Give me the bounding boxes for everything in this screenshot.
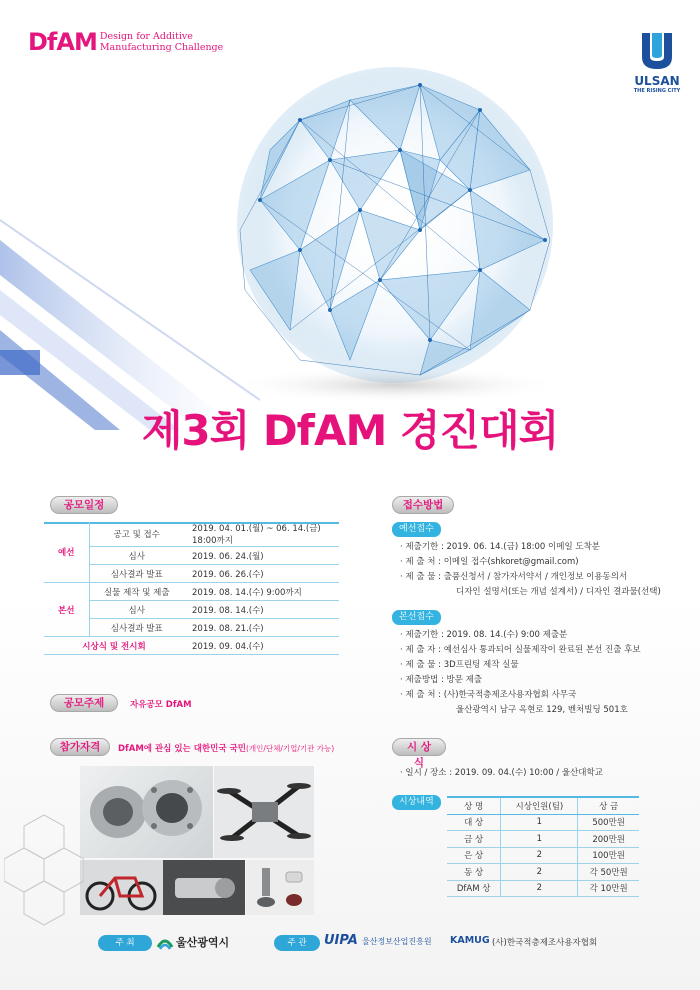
ulsan-city-slogan: THE RISING CITY [633,88,681,94]
list-item: · 제출기한 : 2019. 06. 14.(금) 18:00 이메일 도착분 [400,542,601,552]
column-header: 시상인원(팀) [501,797,578,814]
ulsan-city-logo [626,33,688,94]
award-name: 은 상 [447,847,501,864]
award-count: 1 [501,831,578,848]
column-header: 상 명 [447,797,501,814]
product-photo-parts-small [246,860,314,915]
kamug-name: (사)한국적층제조사용자협회 [492,938,598,948]
product-photo-flange [80,766,213,858]
schedule-item: 심사결과 발표 [89,565,184,583]
theme-heading: 공모주제 [50,694,118,712]
schedule-item: 공고 및 접수 [89,522,184,547]
award-prize: 100만원 [578,847,639,864]
award-prize: 각 10만원 [578,880,639,897]
award-prize: 500만원 [578,814,639,831]
schedule-item: 실물 제작 및 제출 [89,583,184,601]
eligibility-text: DfAM에 관심 있는 대한민국 국민 [118,744,246,754]
awards-table [447,796,639,897]
host-label: 주 최 [98,935,152,951]
network-globe-graphic [0,40,700,410]
award-prize: 각 50만원 [578,864,639,881]
award-name: 동 상 [447,864,501,881]
table-row [447,831,639,848]
table-row [447,814,639,831]
schedule-group-prelim: 예선 [44,522,89,583]
schedule-item: 심사 [89,547,184,565]
table-header-row [447,797,639,814]
table-row [44,547,339,565]
award-count: 1 [501,814,578,831]
product-photo-part [163,860,245,915]
schedule-heading: 공모일정 [50,496,118,514]
kamug-logo: KAMUG [450,935,490,946]
table-row [44,601,339,619]
final-submission-list [400,628,641,718]
list-item: · 제 출 물 : 3D프린팅 제작 실물 [400,660,519,670]
award-name: 대 상 [447,814,501,831]
dfam-logo-text: DfAM [28,28,97,56]
award-name: DfAM 상 [447,880,501,897]
table-row [44,583,339,601]
dfam-logo [28,30,223,54]
ceremony-exhibit-label: 시상식 및 전시회 [44,637,184,655]
table-row [44,619,339,637]
list-item: · 제출방법 : 방문 제출 [400,675,483,685]
list-item: · 제 출 처 : 이메일 접수(shkoret@gmail.com) [400,557,579,567]
logo-subtitle-line1: Design for Additive [99,31,193,42]
list-item: · 제 출 자 : 예선심사 통과되어 실물제작이 완료된 본선 진출 후보 [400,645,641,655]
submission-heading: 접수방법 [392,496,454,514]
table-row [447,864,639,881]
table-row [447,880,639,897]
list-item: 디자인 설명서(또는 개념 설계서) / 디자인 결과물(선택) [456,587,661,597]
product-photo-drone [214,766,314,858]
schedule-date: 2019. 08. 21.(수) [184,619,339,637]
ulsan-u-icon [640,33,674,69]
table-row [44,565,339,583]
schedule-group-final: 본선 [44,583,89,637]
schedule-item: 심사 [89,601,184,619]
list-item: · 제 출 처 : (사)한국적층제조사용자협회 사무국 [400,690,577,700]
prelim-submission-label: 예선접수 [392,522,441,537]
award-count: 2 [501,864,578,881]
final-submission-label: 본선접수 [392,610,441,625]
schedule-item: 심사결과 발표 [89,619,184,637]
award-prize: 200만원 [578,831,639,848]
organizer-label: 주 관 [274,935,320,951]
schedule-date: 2019. 06. 24.(월) [184,547,339,565]
ulsan-emblem-icon [156,933,174,951]
list-item: · 제출기한 : 2019. 08. 14.(수) 9:00 제출분 [400,630,568,640]
product-photo-bicycle [80,860,163,915]
eligibility-note: (개인/단체/기업/기관 가능) [245,744,335,753]
schedule-date: 2019. 04. 01.(월) ~ 06. 14.(금) 18:00까지 [184,522,339,547]
page-title: 제3회 DfAM 경진대회 [141,406,559,455]
ceremony-heading: 시 상 식 [392,738,446,756]
awards-label: 시상내역 [392,795,441,810]
award-name: 금 상 [447,831,501,848]
list-item: 울산광역시 남구 옥현로 129, 벤처빌딩 501호 [456,705,628,715]
theme-text: 자유공모 DfAM [130,700,192,710]
uipa-name: 울산정보산업진흥원 [362,937,432,946]
prelim-submission-list [400,540,661,600]
schedule-date: 2019. 08. 14.(수) 9:00까지 [184,583,339,601]
ulsan-city-name: ULSAN [634,74,680,88]
schedule-date: 2019. 06. 26.(수) [184,565,339,583]
hexagon-decoration [4,810,84,940]
host-name: 울산광역시 [176,936,230,949]
schedule-date: 2019. 08. 14.(수) [184,601,339,619]
table-row [44,637,339,655]
table-row [447,847,639,864]
column-header: 상 금 [578,797,639,814]
list-item: · 제 출 물 : 출품신청서 / 참가자서약서 / 개인정보 이용동의서 [400,572,628,582]
schedule-table [44,522,339,655]
ceremony-exhibit-date: 2019. 09. 04.(수) [184,637,339,655]
table-row [44,522,339,547]
eligibility-heading: 참가자격 [50,738,110,756]
uipa-logo: UIPA [324,933,358,948]
logo-subtitle-line2: Manufacturing Challenge [99,42,224,53]
ceremony-info: · 일시 / 장소 : 2019. 09. 04.(수) 10:00 / 울산대학교 [400,768,603,778]
award-count: 2 [501,847,578,864]
award-count: 2 [501,880,578,897]
